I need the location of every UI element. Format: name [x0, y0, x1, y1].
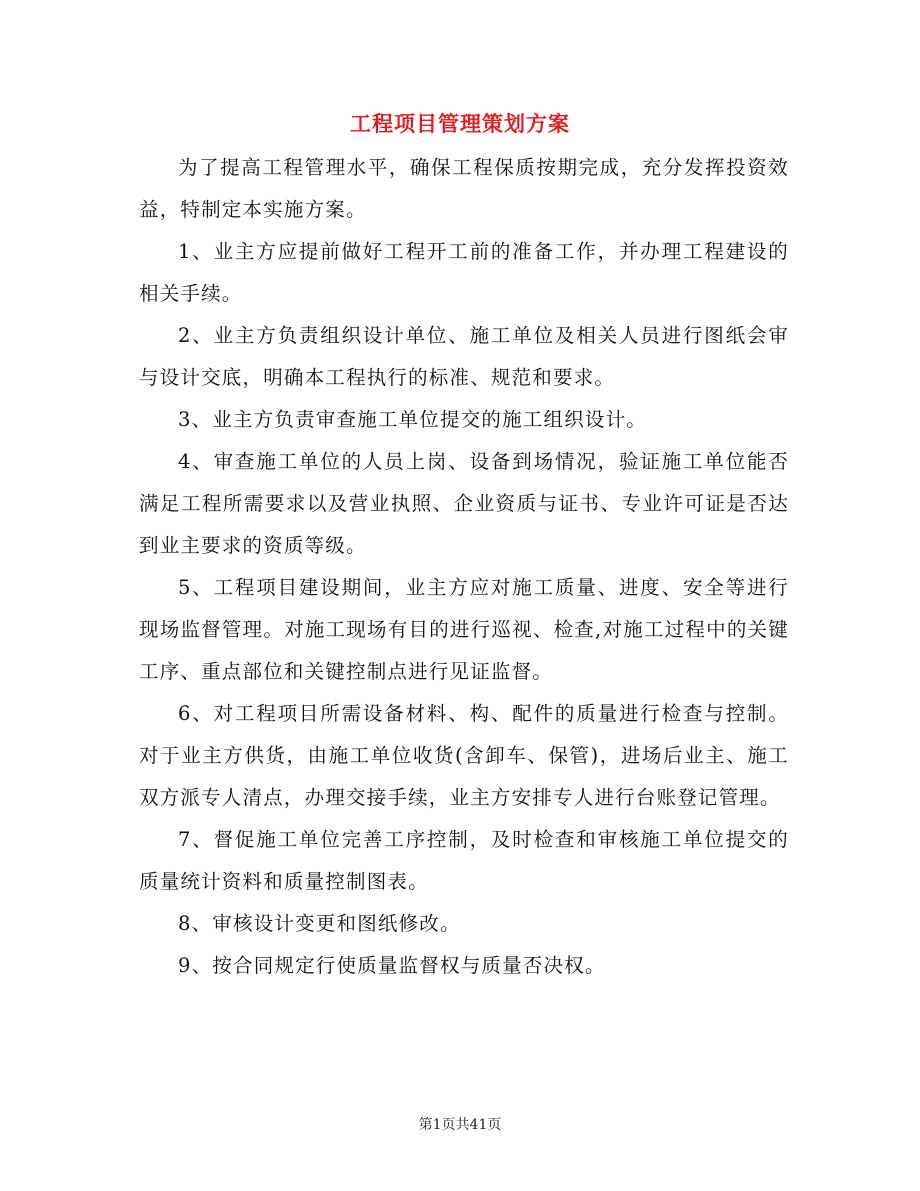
item-paragraph-2: 2、业主方负责组织设计单位、施工单位及相关人员进行图纸会审与设计交底，明确本工程执行的标准、规范和要求。 — [139, 324, 789, 389]
page-footer: 第1页共41页 — [418, 1117, 502, 1133]
item-paragraph-7: 7、督促施工单位完善工序控制，及时检查和审核施工单位提交的质量统计资料和质量控制图表。 — [139, 828, 789, 893]
intro-paragraph: 为了提高工程管理水平，确保工程保质按期完成，充分发挥投资效益，特制定本实施方案。 — [139, 156, 789, 221]
item-paragraph-1: 1、业主方应提前做好工程开工前的准备工作，并办理工程建设的相关手续。 — [139, 240, 789, 305]
item-paragraph-3: 3、业主方负责审查施工单位提交的施工组织设计。 — [178, 408, 648, 431]
item-paragraph-6: 6、对工程项目所需设备材料、构、配件的质量进行检查与控制。对于业主方供货，由施工单位收货(含卸车、保管)，进场后业主、施工双方派专人清点，办理交接手续，业主方安排专人进行台账登记管理。 — [139, 702, 789, 809]
item-paragraph-9: 9、按合同规定行使质量监督权与质量否决权。 — [178, 954, 606, 977]
document-body — [139, 147, 789, 987]
item-paragraph-5: 5、工程项目建设期间，业主方应对施工质量、进度、安全等进行现场监督管理。对施工现场有目的进行巡视、检查,对施工过程中的关键工序、重点部位和关键控制点进行见证监督。 — [139, 576, 789, 683]
item-paragraph-4: 4、审查施工单位的人员上岗、设备到场情况，验证施工单位能否满足工程所需要求以及营业执照、企业资质与证书、专业许可证是否达到业主要求的资质等级。 — [139, 450, 789, 557]
page-title: 工程项目管理策划方案 — [350, 112, 570, 136]
item-paragraph-8: 8、审核设计变更和图纸修改。 — [178, 912, 461, 935]
